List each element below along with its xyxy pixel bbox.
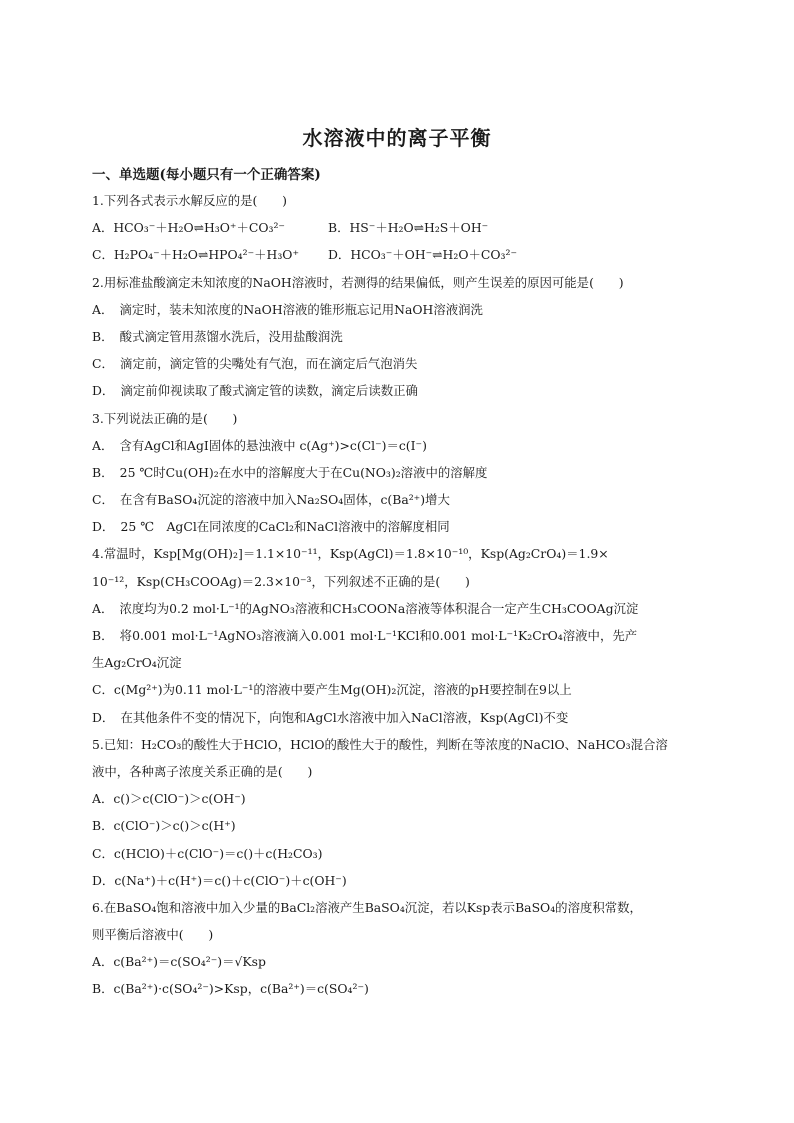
q4-option-b-line-1: B． 将0.001 mol·L⁻¹AgNO₃溶液滴入0.001 mol·L⁻¹KCl和0.001 mol·L⁻¹K₂CrO₄溶液中，先产 [92,628,638,643]
q5-option-d: D．c(Na⁺)＋c(H⁺)＝c()＋c(ClO⁻)＋c(OH⁻) [92,872,347,888]
q2-option-a: A． 滴定时，装未知浓度的NaOH溶液的锥形瓶忘记用NaOH溶液润洗 [92,301,483,317]
q4-option-a: A． 浓度均为0.2 mol·L⁻¹的AgNO₃溶液和CH₃COONa溶液等体积混合一定产生CH₃COOAg沉淀 [92,600,639,616]
q1-options-row-2 [92,241,707,268]
q5-option-a: A．c()＞c(ClO⁻)＞c(OH⁻) [92,791,246,807]
q2-option-d: D． 滴定前仰视读取了酸式滴定管的读数，滴定后读数正确 [92,383,418,399]
q1-option-b: B．HS⁻＋H₂O⇌H₂S＋OH⁻ [328,220,489,236]
q1-stem: 1.下列各式表示水解反应的是( ) [92,193,287,208]
q4-stem-line-2: 10⁻¹²，Ksp(CH₃COOAg)＝2.3×10⁻³，下列叙述不正确的是( ) [92,573,470,589]
q4-option-d: D． 在其他条件不变的情况下，向饱和AgCl水溶液中加入NaCl溶液，Ksp(AgCl)不变 [92,709,569,725]
q1-option-c: C．H₂PO₄⁻＋H₂O⇌HPO₄²⁻＋H₃O⁺ [92,247,299,263]
q4-option-b-line-2: 生Ag₂CrO₄沉淀 [92,655,182,671]
q3-stem: 3.下列说法正确的是( ) [92,410,238,426]
q2-option-c: C． 滴定前，滴定管的尖嘴处有气泡，而在滴定后气泡消失 [92,356,418,372]
q5-option-c: C．c(HClO)＋c(ClO⁻)＝c()＋c(H₂CO₃) [92,845,323,861]
question-list [92,187,707,1003]
q3-option-a: A． 含有AgCl和AgI固体的悬浊液中 c(Ag⁺)>c(Cl⁻)＝c(I⁻) [92,437,427,453]
q5-stem-line-1: 5.已知：H₂CO₃的酸性大于HClO，HClO的酸性大于的酸性，判断在等浓度的NaClO、NaHCO₃混合溶 [92,736,668,752]
q6-option-b: B．c(Ba²⁺)·c(SO₄²⁻)>Ksp，c(Ba²⁺)＝c(SO₄²⁻) [92,981,369,997]
document-title: 水溶液中的离子平衡 [302,126,492,150]
q6-option-a: A．c(Ba²⁺)＝c(SO₄²⁻)＝√Ksp [92,954,266,970]
q3-option-d: D． 25 ℃ AgCl在同浓度的CaCl₂和NaCl溶液中的溶解度相同 [92,519,450,535]
q5-option-b: B．c(ClO⁻)＞c()＞c(H⁺) [92,818,236,834]
q6-stem-line-2: 则平衡后溶液中( ) [92,927,214,943]
q4-stem-line-1: 4.常温时，Ksp[Mg(OH)₂]＝1.1×10⁻¹¹，Ksp(AgCl)＝1.8×10⁻¹⁰，Ksp(Ag₂CrO₄)＝1.9× [92,546,609,562]
q6-stem-line-1: 6.在BaSO₄饱和溶液中加入少量的BaCl₂溶液产生BaSO₄沉淀，若以Ksp表示BaSO₄的溶度积常数， [92,899,642,915]
q3-option-c: C． 在含有BaSO₄沉淀的溶液中加入Na₂SO₄固体，c(Ba²⁺)增大 [92,492,450,508]
q5-stem-line-2: 液中，各种离子浓度关系正确的是( ) [92,763,313,779]
q1-options-row-1 [92,214,707,241]
section-heading: 一、单选题(每小题只有一个正确答案) [92,167,321,183]
q2-option-b: B． 酸式滴定管用蒸馏水洗后，没用盐酸润洗 [92,328,343,344]
q1-option-d: D．HCO₃⁻＋OH⁻⇌H₂O＋CO₃²⁻ [328,247,517,263]
q3-option-b: B． 25 ℃时Cu(OH)₂在水中的溶解度大于在Cu(NO₃)₂溶液中的溶解度 [92,464,488,480]
q1-option-a: A．HCO₃⁻＋H₂O⇌H₃O⁺＋CO₃²⁻ [92,220,285,236]
q4-option-c: C．c(Mg²⁺)为0.11 mol·L⁻¹的溶液中要产生Mg(OH)₂沉淀，溶液的pH要控制在9以上 [92,682,572,698]
q2-stem: 2.用标准盐酸滴定未知浓度的NaOH溶液时，若测得的结果偏低，则产生误差的原因可能是( ) [92,274,624,290]
